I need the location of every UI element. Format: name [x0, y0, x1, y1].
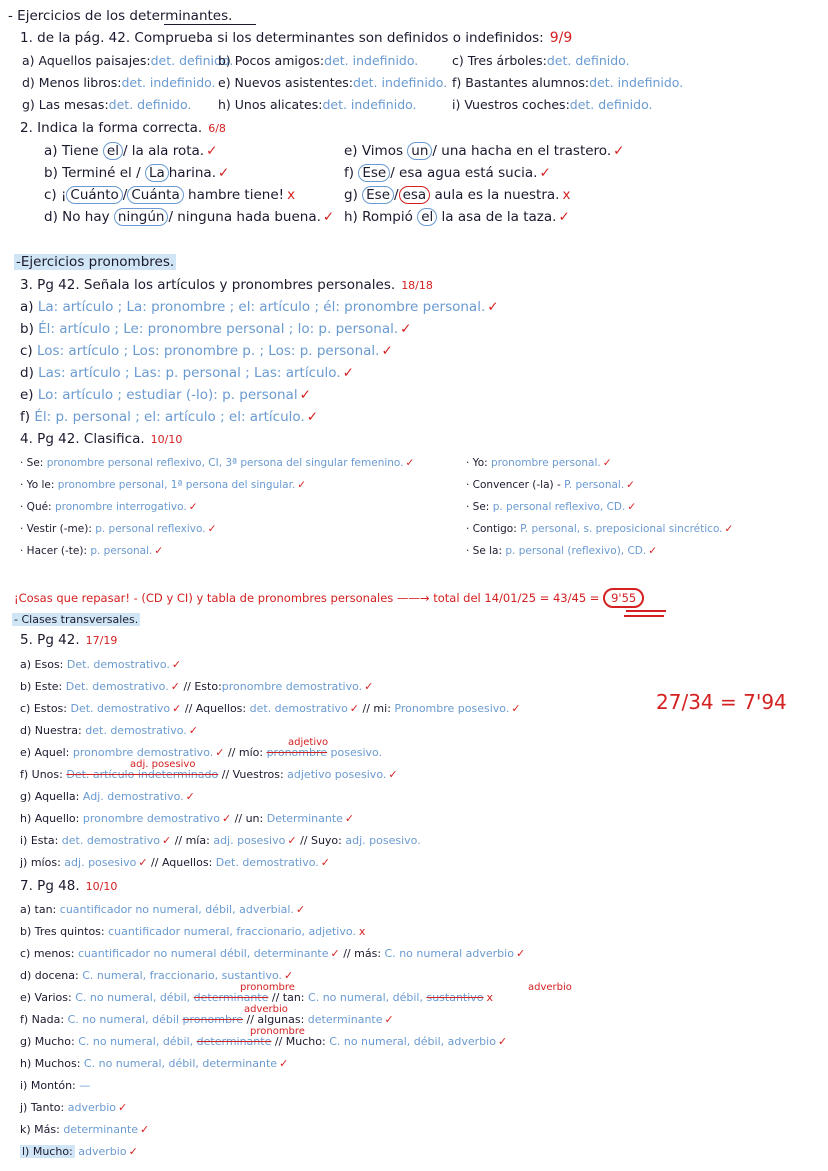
ex7-correction-f: adverbio — [244, 1004, 288, 1015]
ex7-item-a: a) tan: cuantificador no numeral, débil, adverbial. ✓ — [20, 903, 306, 916]
ex4-right-3: · Se: p. personal reflexivo, CD. ✓ — [466, 501, 637, 513]
ex1-row-2: d) Menos libros:det. indefinido. — [22, 75, 216, 90]
ex2-item-a: a) Tiene el / la ala rota. ✓ — [44, 143, 218, 159]
ex2-item-c: c) ¡ Cuánto / Cuánta hambre tiene! x — [44, 187, 296, 203]
ex7-item-d: d) docena: C. numeral, fraccionario, sustantivo. ✓ — [20, 969, 294, 982]
ex2-item-d: d) No hay ningún / ninguna hada buena. ✓ — [44, 209, 335, 225]
section-title-determinantes: - Ejercicios de los determinantes. — [8, 8, 233, 24]
ex7-correction-g: pronombre — [250, 1026, 305, 1037]
ex3-item-a: a) La: artículo ; La: pronombre ; el: artículo ; él: pronombre personal. ✓ — [20, 299, 499, 315]
ex7-item-l: l) Mucho: adverbio ✓ — [22, 1145, 138, 1158]
section-title-pronombres: -Ejercicios pronombres. — [16, 254, 175, 270]
ex5-correction-f: adj. posesivo — [130, 759, 196, 770]
ex2-item-h: h) Rompió el la asa de la taza. ✓ — [344, 209, 570, 225]
ex3-item-d: d) Las: artículo ; Las: p. personal ; Las: artículo. ✓ — [20, 365, 354, 381]
ex7-item-e: e) Varios: C. no numeral, débil, determinante // tan: C. no numeral, débil, sustantivo x — [20, 991, 494, 1004]
ex5-item-c: c) Estos: Det. demostrativo ✓ // Aquellos: det. demostrativo ✓ // mi: Pronombre posesivo. ✓ — [20, 702, 521, 715]
ex5-item-f: f) Unos: Det. artículo indeterminado // Vuestros: adjetivo posesivo. ✓ — [20, 768, 398, 781]
ex1-row-3c: i) Vuestros coches:det. definido. — [452, 97, 653, 112]
ex2-item-g: g) Ese / esa aula es la nuestra. x — [344, 187, 571, 203]
total-grade: 9'55 — [603, 588, 644, 608]
ex7-item-f: f) Nada: C. no numeral, débil pronombre // algunas: determinante ✓ — [20, 1013, 394, 1026]
ex7-item-k: k) Más: determinante ✓ — [20, 1123, 150, 1136]
ex5-item-e: e) Aquel: pronombre demostrativo. ✓ // mío: pronombre posesivo. — [20, 746, 383, 759]
ex3-item-f: f) Él: p. personal ; el: artículo ; el: artículo. ✓ — [20, 409, 319, 425]
ex3-item-b: b) Él: artículo ; Le: pronombre personal ; lo: p. personal. ✓ — [20, 321, 412, 337]
ex1-row-2c: f) Bastantes alumnos:det. indefinido. — [452, 75, 684, 90]
ex1-row-1c: c) Tres árboles:det. definido. — [452, 53, 630, 68]
exercise-4-prompt: 4. Pg 42. Clasifica. 10/10 — [20, 431, 183, 447]
exercise-3-prompt: 3. Pg 42. Señala los artículos y pronombres personales. 18/18 — [20, 277, 433, 293]
ex4-right-1: · Yo: pronombre personal. ✓ — [466, 457, 612, 469]
ex1-row-1b: b) Pocos amigos:det. indefinido. — [218, 53, 419, 68]
ex1-row-3b: h) Unos alicates:det. indefinido. — [218, 97, 417, 112]
ex4-right-5: · Se la: p. personal (reflexivo), CD. ✓ — [466, 545, 658, 557]
ex5-correction-e: adjetivo — [288, 737, 329, 748]
exercise-1-prompt: 1. de la pág. 42. Comprueba si los determinantes son definidos o indefinidos: 9/9 — [20, 30, 573, 46]
ex5-item-g: g) Aquella: Adj. demostrativo. ✓ — [20, 790, 195, 803]
ex5-item-d: d) Nuestra: det. demostrativo. ✓ — [20, 724, 198, 737]
ex4-left-3: · Qué: pronombre interrogativo. ✓ — [20, 501, 198, 513]
ex7-item-h: h) Muchos: C. no numeral, débil, determinante ✓ — [20, 1057, 289, 1070]
review-note: ¡Cosas que repasar! - (CD y CI) y tabla de pronombres personales ——→ total del 14/01/25 = 43/45 = 9'55 — [14, 588, 644, 608]
ex1-row-3: g) Las mesas:det. definido. — [22, 97, 192, 112]
ex7-correction-e1: pronombre — [240, 982, 295, 993]
ex5-item-a: a) Esos: Det. demostrativo. ✓ — [20, 658, 182, 671]
ex7-item-i: i) Montón: — — [20, 1079, 91, 1092]
ex7-item-c: c) menos: cuantificador no numeral débil, determinante ✓ // más: C. no numeral adverbio ✓ — [20, 947, 526, 960]
ex7-item-j: j) Tanto: adverbio ✓ — [20, 1101, 128, 1114]
ex7-correction-e2: adverbio — [528, 982, 572, 993]
ex4-left-1: · Se: pronombre personal reflexivo, CI, 3ª persona del singular femenino. ✓ — [20, 457, 415, 469]
ex5-item-b: b) Este: Det. demostrativo. ✓ // Esto:pronombre demostrativo. ✓ — [20, 680, 374, 693]
ex4-right-4: · Contigo: P. personal, s. preposicional sincrético. ✓ — [466, 523, 734, 535]
ex1-row-2b: e) Nuevos asistentes:det. indefinido. — [218, 75, 448, 90]
ex3-item-e: e) Lo: artículo ; estudiar (-lo): p. personal ✓ — [20, 387, 311, 403]
ex1-row-1: a) Aquellos paisajes:det. definido. — [22, 53, 234, 68]
ex4-left-2: · Yo le: pronombre personal, 1ª persona del singular. ✓ — [20, 479, 307, 491]
ex2-item-f: f) Ese / esa agua está sucia. ✓ — [344, 165, 551, 181]
ex5-item-h: h) Aquello: pronombre demostrativo ✓ // un: Determinante ✓ — [20, 812, 355, 825]
side-grade: 27/34 = 7'94 — [656, 690, 787, 714]
exercise-2-prompt: 2. Indica la forma correcta. 6/8 — [20, 120, 226, 136]
exercise-5-prompt: 5. Pg 42. 17/19 — [20, 632, 118, 648]
ex4-right-2: · Convencer (-la) - P. personal. ✓ — [466, 479, 635, 491]
ex2-item-b: b) Terminé el / La harina. ✓ — [44, 165, 230, 181]
ex5-item-j: j) míos: adj. posesivo ✓ // Aquellos: Det. demostrativo. ✓ — [20, 856, 330, 869]
ex7-item-g: g) Mucho: C. no numeral, débil, determinante // Mucho: C. no numeral, débil, adverbio ✓ — [20, 1035, 508, 1048]
ex5-item-i: i) Esta: det. demostrativo ✓ // mía: adj. posesivo ✓ // Suyo: adj. posesivo. — [20, 834, 421, 847]
ex3-item-c: c) Los: artículo ; Los: pronombre p. ; Los: p. personal. ✓ — [20, 343, 393, 359]
ex4-left-5: · Hacer (-te): p. personal. ✓ — [20, 545, 164, 557]
ex4-left-4: · Vestir (-me): p. personal reflexivo. ✓ — [20, 523, 217, 535]
ex2-item-e: e) Vimos un / una hacha en el trastero. ✓ — [344, 143, 625, 159]
ex7-item-b: b) Tres quintos: cuantificador numeral, fraccionario, adjetivo. x — [20, 925, 366, 938]
exercise-7-prompt: 7. Pg 48. 10/10 — [20, 878, 118, 894]
section-title-clases-transversales: - Clases transversales. — [14, 613, 139, 626]
